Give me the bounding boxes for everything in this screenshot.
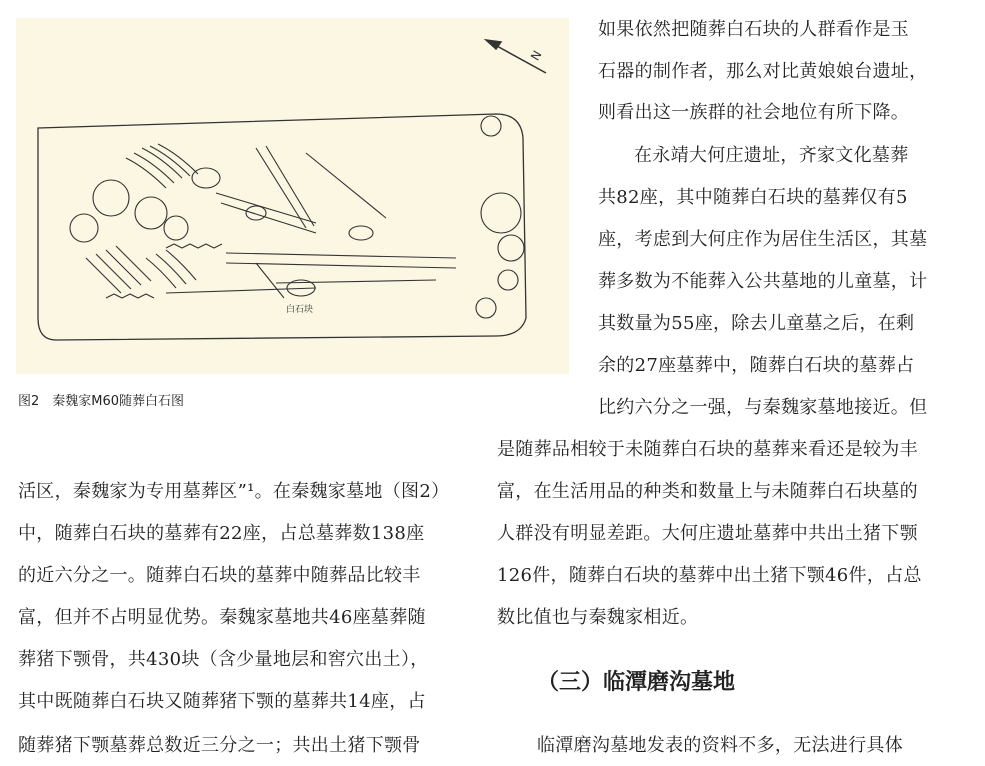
text-line: 其数量为55座，除去儿童墓之后，在剩 xyxy=(598,313,915,334)
text-line: 其中既随葬白石块又随葬猪下颚的墓葬共14座，占 xyxy=(18,691,426,712)
text-line: 126件，随葬白石块的墓葬中出土猪下颚46件，占总 xyxy=(497,565,922,586)
north-label: N xyxy=(527,48,545,63)
figure-caption: 图2 秦魏家M60随葬白石图 xyxy=(18,394,185,409)
skeleton-group xyxy=(70,116,524,318)
text-line: 则看出这一族群的社会地位有所下降。 xyxy=(598,102,910,123)
text-line: 富，但并不占明显优势。秦魏家墓地共46座墓葬随 xyxy=(18,607,426,628)
text-line: 人群没有明显差距。大何庄遗址墓葬中共出土猪下颚 xyxy=(497,523,918,544)
text-line: 随葬猪下颚墓葬总数近三分之一；共出土猪下颚骨 xyxy=(18,735,421,756)
white-stone-label: 白石块 xyxy=(286,305,314,315)
burial-drawing xyxy=(16,18,569,374)
text-line: 在永靖大何庄遗址，齐家文化墓葬 xyxy=(634,145,909,166)
text-line: 石器的制作者，那么对比黄娘娘台遗址， xyxy=(598,61,928,82)
text-line: 共82座，其中随葬白石块的墓葬仅有5 xyxy=(598,187,908,208)
grave-outline xyxy=(38,114,526,340)
text-line: 座，考虑到大何庄作为居住生活区，其墓 xyxy=(598,229,928,250)
text-line: 是随葬品相较于未随葬白石块的墓葬来看还是较为丰 xyxy=(497,439,918,460)
text-line: 如果依然把随葬白石块的人群看作是玉 xyxy=(598,19,910,40)
text-line: 富，在生活用品的种类和数量上与未随葬白石块墓的 xyxy=(497,481,918,502)
text-line: 中，随葬白石块的墓葬有22座，占总墓葬数138座 xyxy=(18,523,425,544)
text-line: 比约六分之一强，与秦魏家墓地接近。但 xyxy=(598,397,928,418)
text-line: 数比值也与秦魏家相近。 xyxy=(497,607,699,628)
section-heading: （三）临潭磨沟墓地 xyxy=(537,670,736,695)
text-line: 葬多数为不能葬入公共墓地的儿童墓，计 xyxy=(598,271,928,292)
text-line: 的近六分之一。随葬白石块的墓葬中随葬品比较丰 xyxy=(18,565,421,586)
text-line: 葬猪下颚骨，共430块（含少量地层和窖穴出土）， xyxy=(18,649,429,670)
burial-figure xyxy=(16,18,569,374)
text-line: 活区，秦魏家为专用墓葬区”¹。在秦魏家墓地（图2） xyxy=(18,481,450,502)
text-line: 余的27座墓葬中，随葬白石块的墓葬占 xyxy=(598,355,915,376)
text-line: 临潭磨沟墓地发表的资料不多，无法进行具体 xyxy=(537,735,903,756)
